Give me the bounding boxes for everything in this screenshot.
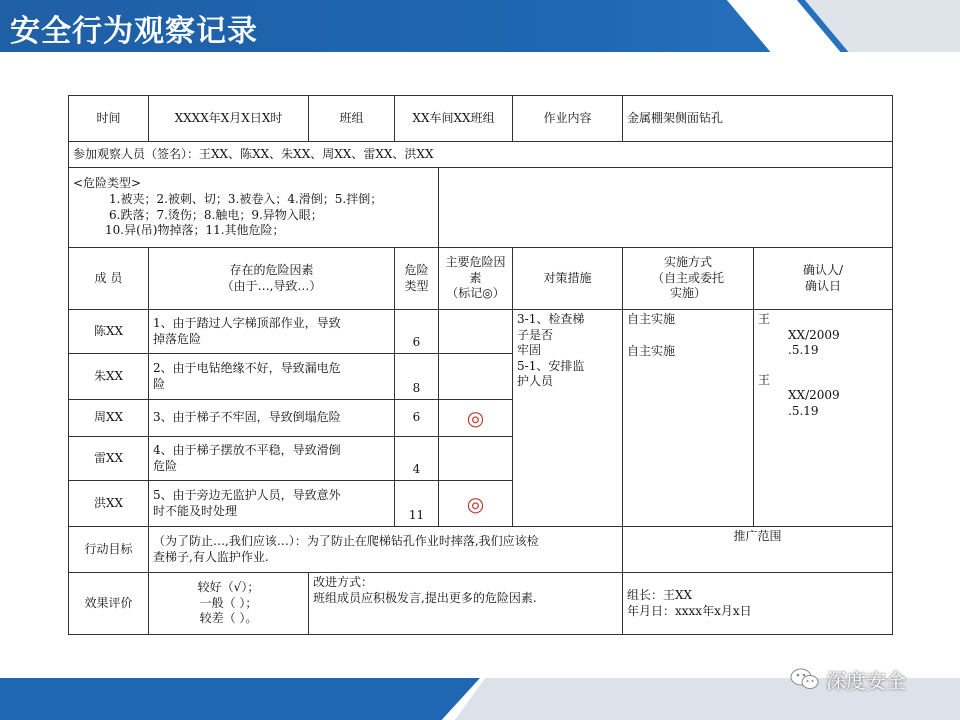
- confirm-date-1: XX/2009 .5.19: [788, 327, 840, 358]
- main-mark-cell: [439, 354, 513, 400]
- hazard-type-line-3: 10.异(吊)物掉落；11.其他危险；: [105, 223, 285, 238]
- member-header: 成 员: [69, 248, 149, 310]
- method-item-1: 自主实施: [627, 312, 676, 326]
- participants-text: 参加观察人员（签名）：王XX、陈XX、朱XX、周XX、雷XX、洪XX: [69, 142, 893, 168]
- hazard-types-blank: [439, 168, 893, 248]
- time-value: XXXX年X月X日X时: [149, 96, 309, 142]
- promote-scope-label: 推广范围: [623, 527, 893, 573]
- improve-method: 改进方式： 班组成员应积极发言,提出更多的危险因素.: [309, 573, 623, 635]
- member-cell: 雷XX: [69, 437, 149, 481]
- type-header: 危险 类型: [395, 248, 439, 310]
- time-label: 时间: [69, 96, 149, 142]
- main-mark-cell: ◎: [439, 481, 513, 527]
- confirm-header: 确认人/ 确认日: [754, 248, 893, 310]
- evaluation-options: 较好（√）； 一般（ ）； 较差（ ）。: [149, 573, 309, 635]
- type-cell: 11: [395, 481, 439, 527]
- factor-cell: 2、由于电钻绝缘不好，导致漏电危 险: [149, 354, 395, 400]
- factor-header: 存在的危险因素 （由于…,导致…）: [149, 248, 395, 310]
- info-row: [69, 96, 893, 142]
- method-item-2: 自主实施: [627, 343, 676, 358]
- page-title: 安全行为观察记录: [10, 14, 258, 49]
- measure-header: 对策措施: [513, 248, 623, 310]
- observation-record-table: [68, 95, 893, 635]
- factor-cell: 1、由于踏过人字梯顶部作业，导致 掉落危险: [149, 310, 395, 354]
- column-header-row: [69, 248, 893, 310]
- table-row: [69, 310, 893, 354]
- hazard-types-title: <危险类型>: [73, 176, 142, 191]
- watermark-text: 深度安全: [826, 668, 906, 693]
- main-mark-cell: [439, 310, 513, 354]
- member-cell: 朱XX: [69, 354, 149, 400]
- footer-blue-shape: [0, 678, 480, 720]
- member-cell: 陈XX: [69, 310, 149, 354]
- factor-cell: 3、由于梯子不牢固，导致倒塌危险: [149, 400, 395, 437]
- main-factor-header: 主要危险因 素 （标记◎）: [439, 248, 513, 310]
- confirm-cell: [754, 310, 893, 527]
- confirm-name-2: 王: [758, 372, 771, 387]
- team-leader-sign: 组长：王XX 年月日：xxxx年x月x日: [623, 573, 893, 635]
- hazard-types-cell: [69, 168, 439, 248]
- type-cell: 8: [395, 354, 439, 400]
- work-label: 作业内容: [513, 96, 623, 142]
- hazard-type-line-2: 6.跌落；7.烫伤；8.触电；9.异物入眼；: [109, 207, 323, 222]
- main-mark-cell: ◎: [439, 400, 513, 437]
- measures-cell: 3-1、检查梯 子是否 牢固 5-1、安排监 护人员: [513, 310, 623, 527]
- type-cell: 6: [395, 310, 439, 354]
- hazard-type-line-1: 1.被夹；2.被刺、切；3.被卷入；4.滑倒；5.拌倒；: [109, 191, 383, 206]
- type-cell: 6: [395, 400, 439, 437]
- member-cell: 洪XX: [69, 481, 149, 527]
- work-value: 金属棚架侧面钻孔: [623, 96, 893, 142]
- team-value: XX车间XX班组: [395, 96, 513, 142]
- watermark: [790, 665, 906, 693]
- hazard-types-row: [69, 168, 893, 248]
- team-label: 班组: [309, 96, 395, 142]
- factor-cell: 4、由于梯子摆放不平稳，导致滑倒 危险: [149, 437, 395, 481]
- goal-row: [69, 527, 893, 573]
- evaluation-row: [69, 573, 893, 635]
- methods-cell: [623, 310, 754, 527]
- type-cell: 4: [395, 437, 439, 481]
- title-banner: [0, 0, 960, 52]
- participants-row: [69, 142, 893, 168]
- factor-cell: 5、由于旁边无监护人员，导致意外 时不能及时处理: [149, 481, 395, 527]
- method-header: 实施方式 （自主或委托 实施）: [623, 248, 754, 310]
- evaluation-label: 效果评价: [69, 573, 149, 635]
- confirm-name-1: 王: [758, 312, 771, 326]
- confirm-date-2: XX/2009 .5.19: [788, 388, 840, 418]
- main-mark-cell: [439, 437, 513, 481]
- goal-text: （为了防止…,我们应该…）：为了防止在爬梯钻孔作业时摔落,我们应该检 查梯子,有人监护作业.: [149, 527, 623, 573]
- goal-label: 行动目标: [69, 527, 149, 573]
- member-cell: 周XX: [69, 400, 149, 437]
- wechat-icon: [790, 667, 820, 691]
